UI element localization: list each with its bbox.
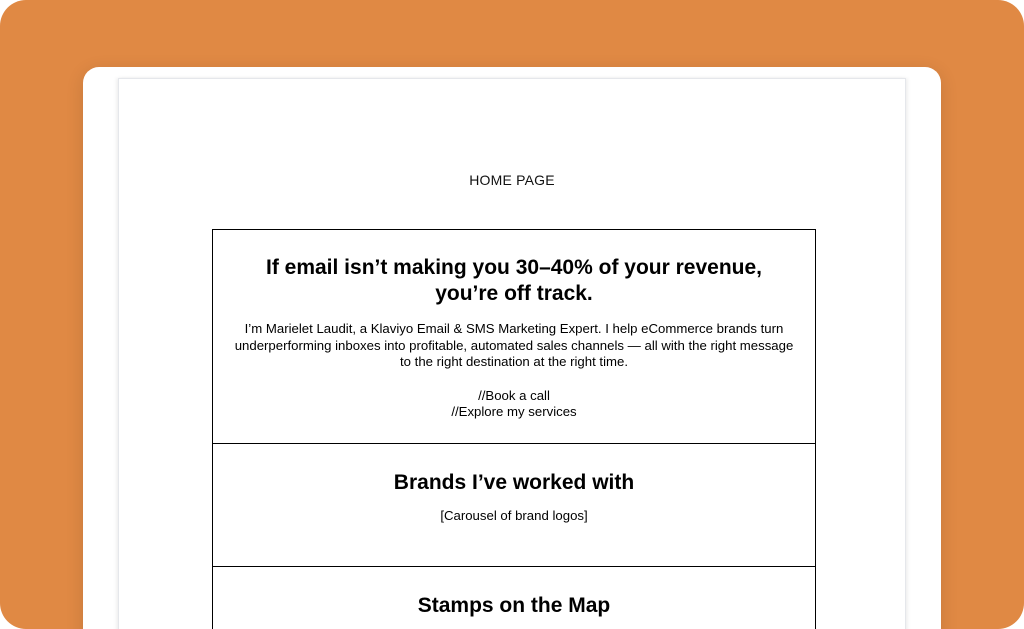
brands-heading: Brands I’ve worked with: [393, 471, 635, 494]
page-card: [83, 67, 941, 629]
book-call-link[interactable]: //Book a call: [478, 387, 550, 403]
brand-logo-carousel-placeholder: [Carousel of brand logos]: [440, 508, 588, 523]
brands-section: [212, 443, 816, 567]
hero-links: [213, 388, 815, 421]
stamps-section: [212, 566, 816, 629]
stamps-heading: Stamps on the Map: [417, 594, 611, 617]
hero-section: [212, 229, 816, 444]
wireframe-document: [118, 78, 906, 629]
page-label: HOME PAGE: [469, 172, 555, 188]
explore-services-link[interactable]: //Explore my services: [451, 404, 577, 419]
hero-description: I’m Marielet Laudit, a Klaviyo Email & SMS Marketing Expert. I help eCommerce brands turn underperforming inboxes into profitable, automated sales channels — all with the right message to the right destination at the right time.: [234, 321, 794, 369]
hero-headline: If email isn’t making you 30–40% of your revenue, you’re off track.: [265, 256, 762, 305]
